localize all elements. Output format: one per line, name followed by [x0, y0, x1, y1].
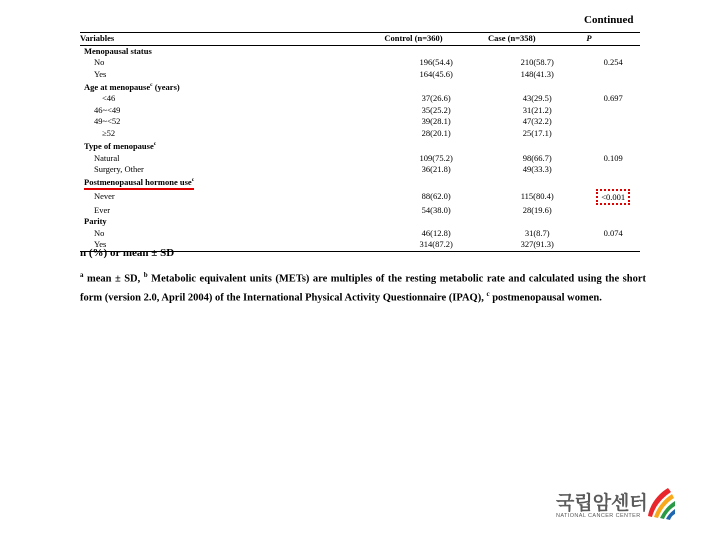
row-label	[80, 153, 384, 165]
cell-p-value: 0.254	[603, 57, 623, 67]
table-row	[80, 153, 640, 165]
table-row	[80, 116, 640, 128]
label-main: Ever	[94, 204, 111, 215]
label-main: Natural	[94, 152, 120, 163]
cell-case: 25(17.1)	[522, 127, 552, 138]
label-main: 49~<52	[94, 116, 121, 127]
cell-control: 35(25.2)	[421, 104, 451, 115]
cell-case: 28(19.6)	[522, 204, 552, 215]
cell-case: 43(29.5)	[522, 93, 552, 104]
label-main: No	[94, 57, 105, 67]
cell-p-value	[586, 239, 640, 251]
cell-control: 37(26.6)	[421, 93, 451, 104]
cell-case: 31(21.2)	[522, 104, 552, 115]
label-main: 46~<49	[94, 104, 121, 115]
cell-p-value	[586, 80, 640, 93]
table-header-row	[80, 33, 640, 46]
cell-control: 39(28.1)	[421, 116, 451, 127]
label-superscript: c	[153, 141, 157, 148]
cell-p-value	[586, 164, 640, 176]
label-main: Type of menopause	[84, 141, 154, 152]
row-section-label	[80, 80, 384, 93]
cell-p-value	[586, 105, 640, 117]
footnote-a-text: mean ± SD,	[83, 273, 144, 285]
footnote-marker-a: a	[80, 271, 84, 279]
row-section-label	[80, 216, 384, 228]
continued-label: Continued	[584, 14, 634, 26]
cell-p-value: 0.109	[603, 152, 623, 163]
label-text	[84, 46, 152, 56]
label-main: Never	[94, 191, 115, 202]
label-text	[94, 116, 120, 126]
header-variables: Variables	[80, 33, 384, 46]
cell-p-value	[586, 45, 640, 57]
table-row	[80, 139, 640, 152]
table-row	[80, 228, 640, 240]
table-row	[80, 45, 640, 57]
cell-p-value	[586, 116, 640, 128]
label-text	[94, 153, 120, 163]
cell-p-value: 0.697	[603, 93, 623, 104]
cell-case: 115(80.4)	[520, 191, 554, 202]
cell-control	[384, 139, 488, 152]
row-label	[80, 164, 384, 176]
row-section-label	[80, 176, 384, 189]
row-label	[80, 93, 384, 105]
cell-p-value	[586, 189, 640, 205]
cell-control	[384, 216, 488, 228]
cell-p-value	[586, 176, 640, 189]
label-text	[84, 82, 180, 92]
label-text	[102, 128, 115, 138]
table-row	[80, 93, 640, 105]
header-case: Case (n=358)	[488, 33, 586, 46]
cell-case: 49(33.3)	[522, 164, 552, 175]
row-section-label	[80, 45, 384, 57]
logo-english-text: NATIONAL CANCER CENTER	[556, 513, 641, 519]
cell-control	[384, 45, 488, 57]
cell-control: 28(20.1)	[421, 127, 451, 138]
cell-case: 98(66.7)	[522, 152, 552, 163]
label-text	[94, 191, 115, 201]
label-main: Surgery, Other	[94, 164, 144, 175]
cell-case	[488, 80, 586, 93]
label-text	[94, 57, 104, 67]
cell-case: 148(41.3)	[520, 68, 554, 79]
table-row	[80, 69, 640, 81]
row-label	[80, 69, 384, 81]
cell-p-value	[586, 216, 640, 228]
table-row	[80, 57, 640, 69]
table-row	[80, 216, 640, 228]
cell-control: 36(21.8)	[421, 164, 451, 175]
label-text	[94, 205, 110, 215]
label-suffix: (years)	[152, 81, 180, 92]
cell-p-value	[586, 205, 640, 217]
cell-control	[384, 80, 488, 93]
cell-control: 54(38.0)	[421, 204, 451, 215]
label-text	[94, 69, 106, 79]
cell-case: 210(58.7)	[520, 57, 554, 67]
cell-p-value	[586, 128, 640, 140]
cell-p-value	[586, 139, 640, 152]
header-p: P	[586, 33, 640, 46]
cell-control	[384, 176, 488, 189]
table-body	[80, 45, 640, 251]
footnote	[80, 268, 646, 305]
footnote-marker-b: b	[143, 271, 148, 279]
cell-case	[488, 176, 586, 189]
label-text	[84, 216, 107, 226]
header-control: Control (n=360)	[384, 33, 488, 46]
label-main: No	[94, 227, 105, 238]
row-label	[80, 105, 384, 117]
table-row	[80, 128, 640, 140]
table-row	[80, 105, 640, 117]
cell-control: 109(75.2)	[419, 152, 453, 163]
table-row	[80, 80, 640, 93]
table-row	[80, 189, 640, 205]
label-main: Yes	[94, 68, 107, 79]
row-label	[80, 57, 384, 69]
results-table	[80, 32, 640, 252]
cell-control: 196(54.4)	[419, 57, 453, 67]
cell-case	[488, 139, 586, 152]
cell-control: 88(62.0)	[421, 191, 451, 202]
row-label	[80, 189, 384, 205]
cell-case	[488, 45, 586, 57]
cell-case: 327(91.3)	[488, 239, 586, 251]
table-row	[80, 205, 640, 217]
cell-p-value	[586, 69, 640, 81]
row-section-label	[80, 139, 384, 152]
row-label	[80, 116, 384, 128]
logo-mark-icon	[644, 486, 676, 520]
highlighted-label	[84, 177, 194, 190]
footnote-c-text: postmenopausal women.	[489, 292, 602, 303]
logo-korean-text: 국립암센터	[556, 492, 648, 514]
label-text	[94, 228, 104, 238]
row-label	[80, 228, 384, 240]
cell-case: 31(8.7)	[524, 227, 550, 238]
label-main: Postmenopausal hormone use	[84, 177, 192, 188]
label-main: Yes	[94, 239, 107, 250]
label-text	[94, 164, 144, 174]
cell-control: 314(87.2)	[384, 239, 488, 251]
note-n-percent: n (%) or mean ± SD	[80, 247, 175, 259]
cell-control: 164(45.6)	[419, 68, 453, 79]
label-text	[102, 93, 115, 103]
label-superscript: c	[150, 82, 153, 88]
label-main: Menopausal status	[84, 45, 152, 56]
label-main: Parity	[84, 216, 107, 227]
national-cancer-center-logo	[556, 488, 680, 522]
cell-case	[488, 216, 586, 228]
label-main: ≥52	[102, 127, 116, 138]
highlighted-p-value: <0.001	[596, 189, 630, 205]
footnote-b-text: Metabolic equivalent units (METs) are multiples of the resting metabolic rate and calculated using the short form (version 2.0, April 2004) of the International Physical Activity Questionnaire (IPAQ),	[80, 273, 646, 303]
table-row	[80, 176, 640, 189]
row-label	[80, 128, 384, 140]
label-superscript: c	[191, 177, 195, 184]
table-row	[80, 164, 640, 176]
label-main: <46	[102, 93, 116, 104]
cell-case: 47(32.2)	[522, 116, 552, 127]
row-label	[80, 205, 384, 217]
cell-control: 46(12.8)	[421, 227, 451, 238]
label-main: Age at menopause	[84, 81, 151, 92]
label-text	[84, 141, 156, 151]
label-text	[94, 105, 120, 115]
footnote-marker-c: c	[486, 289, 490, 298]
cell-p-value: 0.074	[603, 227, 623, 238]
